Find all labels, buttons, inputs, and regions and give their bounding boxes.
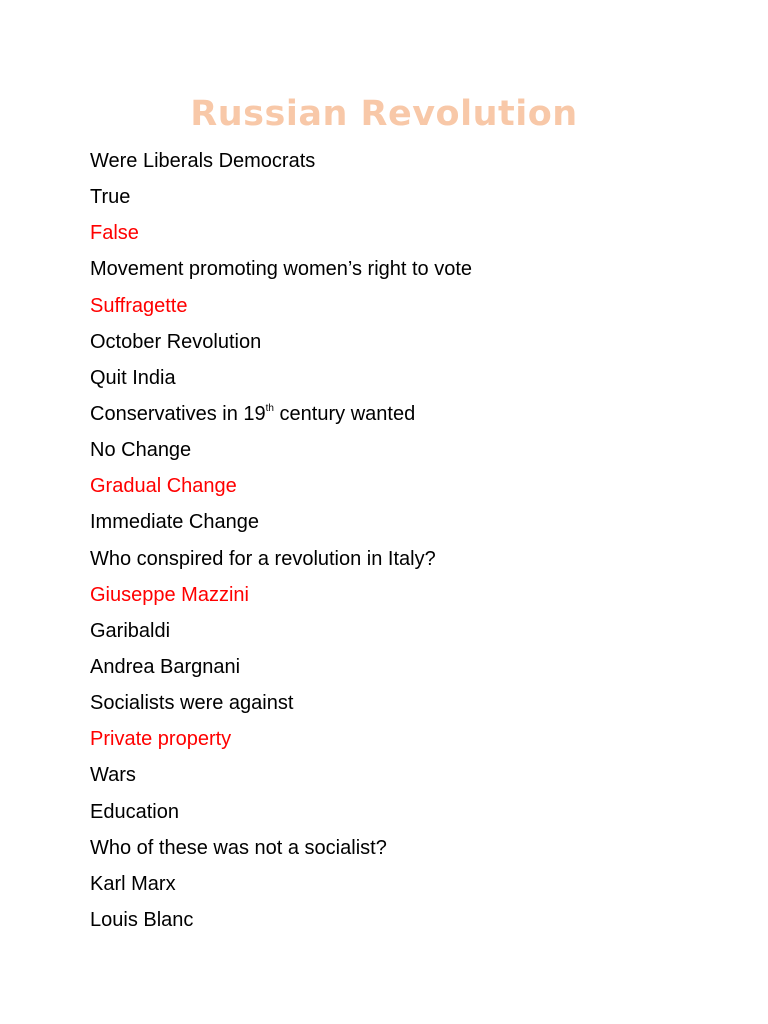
- answer-line: Private property: [90, 728, 232, 751]
- text-line: True: [90, 186, 131, 209]
- answer-line: Giuseppe Mazzini: [90, 583, 249, 606]
- text-line: Louis Blanc: [90, 908, 194, 931]
- text-line: Education: [90, 800, 179, 823]
- question-list: [90, 143, 730, 938]
- answer-line: Suffragette: [90, 294, 188, 317]
- text-line: Immediate Change: [90, 511, 259, 534]
- text-line: Garibaldi: [90, 619, 171, 642]
- text-line: Andrea Bargnani: [90, 655, 241, 678]
- text-line: Quit India: [90, 366, 176, 389]
- ordinal-suffix: th: [265, 403, 274, 415]
- text-line: Karl Marx: [90, 872, 176, 895]
- text-line: Who conspired for a revolution in Italy?: [90, 547, 436, 570]
- text-line: Wars: [90, 764, 136, 787]
- text-line: Socialists were against: [90, 692, 294, 715]
- text-line: Were Liberals Democrats: [90, 150, 316, 172]
- text-line: No Change: [90, 439, 192, 462]
- text-line: [90, 396, 730, 432]
- line-text: century wanted: [274, 402, 416, 425]
- text-line: October Revolution: [90, 330, 262, 353]
- text-line: Who of these was not a socialist?: [90, 836, 387, 859]
- answer-line: Gradual Change: [90, 475, 237, 498]
- page-title: Russian Revolution: [190, 94, 578, 134]
- answer-line: False: [90, 222, 139, 245]
- text-line: Movement promoting women’s right to vote: [90, 258, 473, 281]
- line-text: Conservatives in 19: [90, 402, 266, 425]
